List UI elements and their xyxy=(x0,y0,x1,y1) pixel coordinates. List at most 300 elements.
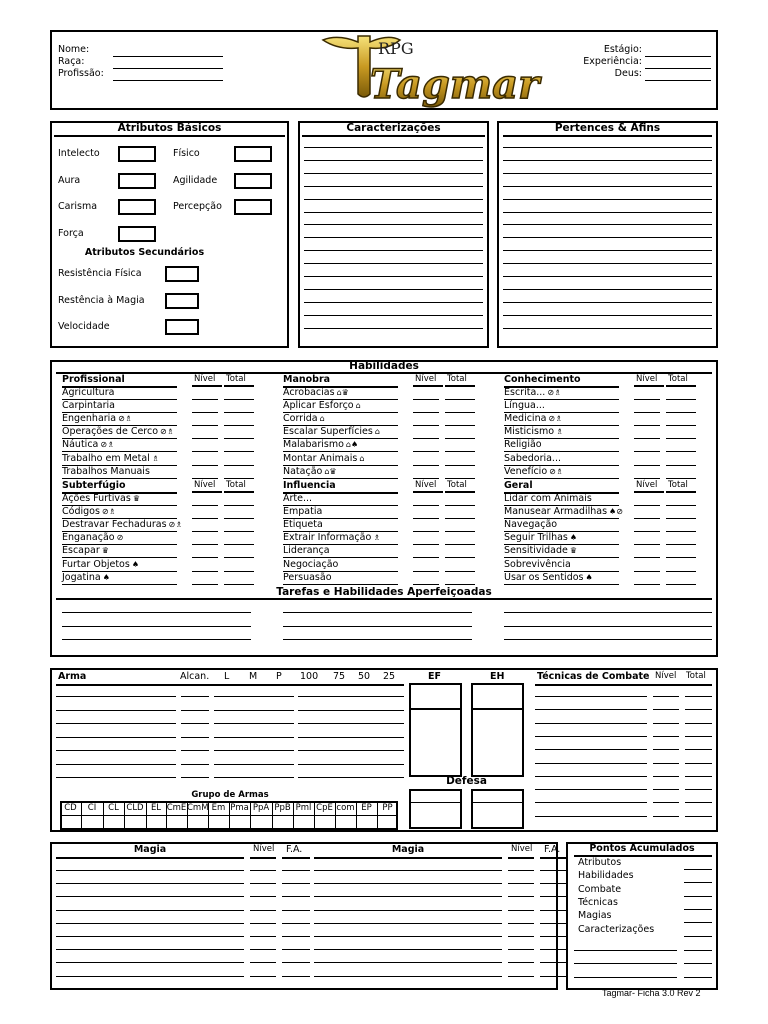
skill-group-underline xyxy=(634,385,664,387)
skill-total-input[interactable] xyxy=(666,531,696,532)
skill-total-input[interactable] xyxy=(445,531,475,532)
magic-level-input[interactable] xyxy=(250,883,276,884)
header-field-input[interactable] xyxy=(645,80,711,81)
skill-level-input[interactable] xyxy=(192,478,218,479)
technique-level-input[interactable] xyxy=(653,749,679,750)
weapon-damage-line[interactable] xyxy=(214,723,294,724)
advanced-skill-line[interactable] xyxy=(283,612,472,613)
technique-line[interactable] xyxy=(535,763,647,764)
weapon-range-line[interactable] xyxy=(181,723,209,724)
magic-fa-input[interactable] xyxy=(540,976,568,977)
technique-total-input[interactable] xyxy=(685,709,712,710)
magic-name-line[interactable] xyxy=(56,949,244,950)
advanced-skill-line[interactable] xyxy=(62,626,251,627)
points-value-input[interactable] xyxy=(684,909,712,910)
skill-total-input[interactable] xyxy=(445,465,475,466)
weapon-group-checkbox[interactable] xyxy=(188,816,207,828)
skill-level-input[interactable] xyxy=(413,425,439,426)
characterization-line[interactable] xyxy=(304,263,483,264)
magic-fa-input[interactable] xyxy=(540,949,568,950)
skill-level-input[interactable] xyxy=(192,399,218,400)
skill-level-input[interactable] xyxy=(413,531,439,532)
technique-total-input[interactable] xyxy=(685,696,712,697)
magic-name-line[interactable] xyxy=(314,883,502,884)
skill-level-input[interactable] xyxy=(192,412,218,413)
skill-level-input[interactable] xyxy=(413,465,439,466)
skill-name-line[interactable] xyxy=(504,478,619,479)
belonging-line[interactable] xyxy=(503,147,712,148)
technique-level-input[interactable] xyxy=(653,736,679,737)
skill-total-input[interactable] xyxy=(224,557,254,558)
points-value-input[interactable] xyxy=(684,896,712,897)
magic-fa-input[interactable] xyxy=(282,962,310,963)
magic-level-input[interactable] xyxy=(508,936,534,937)
skill-total-input[interactable] xyxy=(666,505,696,506)
skill-total-input[interactable] xyxy=(666,557,696,558)
points-value-input[interactable] xyxy=(684,950,712,951)
magic-fa-input[interactable] xyxy=(282,949,310,950)
header-field-input[interactable] xyxy=(113,80,223,81)
attribute-value-box[interactable] xyxy=(234,199,272,215)
skill-level-input[interactable] xyxy=(192,465,218,466)
skill-level-input[interactable] xyxy=(413,557,439,558)
magic-level-input[interactable] xyxy=(250,896,276,897)
skill-name-line[interactable] xyxy=(283,478,398,479)
header-field-input[interactable] xyxy=(645,68,711,69)
technique-level-input[interactable] xyxy=(653,816,679,817)
skill-total-input[interactable] xyxy=(224,544,254,545)
belonging-line[interactable] xyxy=(503,315,712,316)
advanced-skill-line[interactable] xyxy=(504,612,712,613)
technique-line[interactable] xyxy=(535,776,647,777)
skill-item-label: Enganação xyxy=(62,532,115,544)
attribute-value-box[interactable] xyxy=(234,146,272,162)
skill-level-input[interactable] xyxy=(634,465,660,466)
secondary-attribute-box[interactable] xyxy=(165,266,199,282)
weapon-range-line[interactable] xyxy=(181,710,209,711)
technique-total-input[interactable] xyxy=(685,723,712,724)
belonging-line[interactable] xyxy=(503,302,712,303)
weapon-name-line[interactable] xyxy=(56,723,176,724)
weapon-group-checkbox[interactable] xyxy=(209,816,228,828)
skill-level-input[interactable] xyxy=(413,518,439,519)
weapon-damage-line[interactable] xyxy=(214,696,294,697)
attribute-value-box[interactable] xyxy=(234,173,272,189)
skill-level-input[interactable] xyxy=(634,518,660,519)
belonging-line[interactable] xyxy=(503,289,712,290)
belonging-line[interactable] xyxy=(503,199,712,200)
technique-line[interactable] xyxy=(535,802,647,803)
weapon-damage-line[interactable] xyxy=(214,764,294,765)
skill-total-input[interactable] xyxy=(666,451,696,452)
magic-name-line[interactable] xyxy=(314,976,502,977)
skill-total-input[interactable] xyxy=(224,571,254,572)
weapon-group-checkbox[interactable] xyxy=(147,816,165,828)
magic-level-input[interactable] xyxy=(508,870,534,871)
attribute-value-box[interactable] xyxy=(118,146,156,162)
technique-line[interactable] xyxy=(535,696,647,697)
weapon-damage-line[interactable] xyxy=(214,737,294,738)
skill-total-input[interactable] xyxy=(224,425,254,426)
magic-name-line[interactable] xyxy=(56,896,244,897)
weapon-group-checkbox[interactable] xyxy=(336,816,355,828)
magic-name-line[interactable] xyxy=(56,910,244,911)
magic-fa-input[interactable] xyxy=(540,870,568,871)
weapon-group-checkbox[interactable] xyxy=(273,816,292,828)
passive-defense-box[interactable] xyxy=(471,789,524,829)
skill-level-input[interactable] xyxy=(192,544,218,545)
belonging-line[interactable] xyxy=(503,250,712,251)
technique-total-input[interactable] xyxy=(685,802,712,803)
magic-level-input[interactable] xyxy=(508,883,534,884)
skill-total-input[interactable] xyxy=(445,438,475,439)
weapon-group-checkbox[interactable] xyxy=(82,816,102,828)
magic-level-input[interactable] xyxy=(250,949,276,950)
belonging-line[interactable] xyxy=(503,224,712,225)
characterization-line[interactable] xyxy=(304,315,483,316)
header-field-input[interactable] xyxy=(113,68,223,69)
skill-total-input[interactable] xyxy=(666,465,696,466)
secondary-attribute-box[interactable] xyxy=(165,319,199,335)
skill-level-input[interactable] xyxy=(634,557,660,558)
skill-level-input[interactable] xyxy=(413,505,439,506)
skill-total-input[interactable] xyxy=(224,584,254,585)
skill-total-input[interactable] xyxy=(666,412,696,413)
skill-total-input[interactable] xyxy=(224,399,254,400)
skill-total-input[interactable] xyxy=(224,518,254,519)
skill-total-input[interactable] xyxy=(224,531,254,532)
technique-level-input[interactable] xyxy=(653,723,679,724)
skill-total-input[interactable] xyxy=(666,399,696,400)
technique-level-input[interactable] xyxy=(653,776,679,777)
points-extra-line[interactable] xyxy=(574,977,677,978)
eh-box[interactable] xyxy=(471,683,524,777)
magic-name-line[interactable] xyxy=(314,910,502,911)
skill-level-input[interactable] xyxy=(192,505,218,506)
skill-name-line[interactable] xyxy=(504,584,619,585)
magic-fa-input[interactable] xyxy=(540,936,568,937)
skill-total-input[interactable] xyxy=(445,425,475,426)
technique-line[interactable] xyxy=(535,723,647,724)
characterization-line[interactable] xyxy=(304,186,483,187)
skill-total-input[interactable] xyxy=(445,505,475,506)
technique-total-input[interactable] xyxy=(685,776,712,777)
skill-level-input[interactable] xyxy=(634,478,660,479)
skill-total-input[interactable] xyxy=(666,438,696,439)
skill-name-line[interactable] xyxy=(283,584,398,585)
points-value-input[interactable] xyxy=(684,882,712,883)
magic-name-line[interactable] xyxy=(314,949,502,950)
technique-line[interactable] xyxy=(535,709,647,710)
magic-fa-input[interactable] xyxy=(540,910,568,911)
magic-level-input[interactable] xyxy=(250,976,276,977)
points-extra-line[interactable] xyxy=(574,963,677,964)
weapon-group-code: EP xyxy=(361,803,372,813)
characterization-line[interactable] xyxy=(304,147,483,148)
skill-level-input[interactable] xyxy=(634,425,660,426)
belonging-line[interactable] xyxy=(503,263,712,264)
magic-level-input[interactable] xyxy=(508,949,534,950)
technique-total-input[interactable] xyxy=(685,789,712,790)
skill-level-input[interactable] xyxy=(634,544,660,545)
magic-name-line[interactable] xyxy=(56,923,244,924)
points-value-input[interactable] xyxy=(684,963,712,964)
skill-level-input[interactable] xyxy=(634,584,660,585)
magic-name-line[interactable] xyxy=(56,976,244,977)
weapon-column-line[interactable] xyxy=(298,710,404,711)
magic-fa-input[interactable] xyxy=(282,910,310,911)
skill-level-input[interactable] xyxy=(634,571,660,572)
skill-total-input[interactable] xyxy=(445,399,475,400)
magic-name-line[interactable] xyxy=(314,896,502,897)
skill-level-input[interactable] xyxy=(413,571,439,572)
magic-fa-input[interactable] xyxy=(282,923,310,924)
active-defense-box[interactable] xyxy=(409,789,462,829)
magic-fa-input[interactable] xyxy=(540,883,568,884)
attribute-value-box[interactable] xyxy=(118,199,156,215)
header-field-input[interactable] xyxy=(113,56,223,57)
belonging-line[interactable] xyxy=(503,173,712,174)
points-value-input[interactable] xyxy=(684,869,712,870)
weapon-group-checkbox[interactable] xyxy=(104,816,123,828)
weapon-group-checkbox[interactable] xyxy=(61,816,80,828)
skill-total-input[interactable] xyxy=(224,451,254,452)
technique-level-input[interactable] xyxy=(653,763,679,764)
skill-level-input[interactable] xyxy=(192,518,218,519)
weapon-range-line[interactable] xyxy=(181,696,209,697)
belonging-line[interactable] xyxy=(503,328,712,329)
characterization-line[interactable] xyxy=(304,302,483,303)
skill-level-input[interactable] xyxy=(413,438,439,439)
skill-level-input[interactable] xyxy=(634,412,660,413)
skill-total-input[interactable] xyxy=(445,478,475,479)
skill-level-input[interactable] xyxy=(413,584,439,585)
magic-level-input[interactable] xyxy=(508,976,534,977)
skill-total-input[interactable] xyxy=(445,451,475,452)
weapon-group-checkbox[interactable] xyxy=(251,816,271,828)
weapon-name-line[interactable] xyxy=(56,696,176,697)
magic-level-input[interactable] xyxy=(508,896,534,897)
magic-level-input[interactable] xyxy=(250,910,276,911)
characterization-line[interactable] xyxy=(304,328,483,329)
weapon-column-line[interactable] xyxy=(298,737,404,738)
weapon-group-checkbox[interactable] xyxy=(378,816,397,828)
ef-label: EF xyxy=(428,671,441,682)
weapon-range-line[interactable] xyxy=(181,777,209,778)
skill-level-input[interactable] xyxy=(192,531,218,532)
weapon-name-line[interactable] xyxy=(56,737,176,738)
skill-level-input[interactable] xyxy=(413,412,439,413)
points-extra-line[interactable] xyxy=(574,950,677,951)
technique-level-input[interactable] xyxy=(653,802,679,803)
advanced-skill-line[interactable] xyxy=(62,612,251,613)
attribute-value-box[interactable] xyxy=(118,226,156,242)
weapon-name-line[interactable] xyxy=(56,777,176,778)
technique-total-input[interactable] xyxy=(685,749,712,750)
skill-total-input[interactable] xyxy=(445,412,475,413)
skill-level-input[interactable] xyxy=(634,505,660,506)
skill-item xyxy=(504,439,542,450)
magic-name-line[interactable] xyxy=(56,883,244,884)
skill-item-label: Religião xyxy=(504,439,542,451)
magic-fa-input[interactable] xyxy=(282,936,310,937)
range-header: 50 xyxy=(358,671,371,682)
skill-level-input[interactable] xyxy=(413,451,439,452)
skill-level-input[interactable] xyxy=(192,557,218,558)
attribute-value-box[interactable] xyxy=(118,173,156,189)
skill-total-input[interactable] xyxy=(666,478,696,479)
magic-level-input[interactable] xyxy=(250,870,276,871)
magic-level-input[interactable] xyxy=(250,923,276,924)
weapon-name-line[interactable] xyxy=(56,764,176,765)
weapon-column-line[interactable] xyxy=(298,777,404,778)
weapon-column-line[interactable] xyxy=(298,723,404,724)
magic-level-input[interactable] xyxy=(508,923,534,924)
weapon-damage-line[interactable] xyxy=(214,710,294,711)
points-value-input[interactable] xyxy=(684,922,712,923)
skill-total-input[interactable] xyxy=(445,557,475,558)
weapon-name-line[interactable] xyxy=(56,750,176,751)
skill-level-input[interactable] xyxy=(634,451,660,452)
magic-name-line[interactable] xyxy=(56,870,244,871)
skill-total-input[interactable] xyxy=(666,544,696,545)
skill-level-header: Nível xyxy=(194,480,216,490)
magic-name-line[interactable] xyxy=(314,936,502,937)
magic-name-line[interactable] xyxy=(56,962,244,963)
characterization-line[interactable] xyxy=(304,250,483,251)
skill-total-input[interactable] xyxy=(666,425,696,426)
advanced-skill-line[interactable] xyxy=(504,639,712,640)
technique-line[interactable] xyxy=(535,816,647,817)
advanced-skill-line[interactable] xyxy=(283,626,472,627)
skill-name-line[interactable] xyxy=(62,584,177,585)
skill-level-input[interactable] xyxy=(192,571,218,572)
skill-level-input[interactable] xyxy=(192,451,218,452)
skill-item xyxy=(62,387,114,398)
characterization-line[interactable] xyxy=(304,289,483,290)
magic-level-input[interactable] xyxy=(508,910,534,911)
magic-fa-input[interactable] xyxy=(282,883,310,884)
points-value-input[interactable] xyxy=(684,977,712,978)
weapon-damage-line[interactable] xyxy=(214,750,294,751)
characterization-line[interactable] xyxy=(304,173,483,174)
skill-level-input[interactable] xyxy=(413,544,439,545)
characterization-line[interactable] xyxy=(304,237,483,238)
technique-level-input[interactable] xyxy=(653,696,679,697)
skill-level-input[interactable] xyxy=(192,584,218,585)
advanced-skill-line[interactable] xyxy=(283,639,472,640)
skill-item-label: Sobrevivência xyxy=(504,558,571,570)
skill-total-input[interactable] xyxy=(224,478,254,479)
skill-total-input[interactable] xyxy=(224,505,254,506)
weapon-range-line[interactable] xyxy=(181,737,209,738)
magic-fa-input[interactable] xyxy=(540,962,568,963)
magic-name-line[interactable] xyxy=(314,923,502,924)
weapon-column-line[interactable] xyxy=(298,750,404,751)
characterization-line[interactable] xyxy=(304,276,483,277)
points-value-input[interactable] xyxy=(684,936,712,937)
skill-level-input[interactable] xyxy=(634,531,660,532)
header-field-input[interactable] xyxy=(645,56,711,57)
magic-level-input[interactable] xyxy=(508,962,534,963)
skill-total-input[interactable] xyxy=(445,584,475,585)
technique-level-input[interactable] xyxy=(653,709,679,710)
technique-line[interactable] xyxy=(535,749,647,750)
skill-total-input[interactable] xyxy=(224,412,254,413)
technique-total-input[interactable] xyxy=(685,763,712,764)
technique-level-input[interactable] xyxy=(653,789,679,790)
magic-fa-input[interactable] xyxy=(282,870,310,871)
characterization-line[interactable] xyxy=(304,212,483,213)
magic-level-input[interactable] xyxy=(250,962,276,963)
technique-total-input[interactable] xyxy=(685,816,712,817)
skill-level-input[interactable] xyxy=(192,425,218,426)
belonging-line[interactable] xyxy=(503,237,712,238)
weapon-group-checkbox[interactable] xyxy=(357,816,376,828)
belonging-line[interactable] xyxy=(503,276,712,277)
belonging-line[interactable] xyxy=(503,186,712,187)
magic-name-line[interactable] xyxy=(56,936,244,937)
weapon-group-checkbox[interactable] xyxy=(315,816,334,828)
technique-total-input[interactable] xyxy=(685,736,712,737)
weapon-column-line[interactable] xyxy=(298,696,404,697)
weapon-column-line[interactable] xyxy=(298,764,404,765)
skill-item-label: Furtar Objetos xyxy=(62,558,130,570)
weapon-group-checkbox[interactable] xyxy=(230,816,249,828)
weapon-group-checkbox[interactable] xyxy=(125,816,145,828)
magic-name-line[interactable] xyxy=(314,870,502,871)
magic-level-input[interactable] xyxy=(250,936,276,937)
skill-total-input[interactable] xyxy=(666,584,696,585)
characterization-line[interactable] xyxy=(304,160,483,161)
magic-fa-input[interactable] xyxy=(282,896,310,897)
belonging-line[interactable] xyxy=(503,212,712,213)
magic-fa-input[interactable] xyxy=(540,896,568,897)
skill-total-input[interactable] xyxy=(445,518,475,519)
weapon-group-checkbox[interactable] xyxy=(294,816,313,828)
secondary-attribute-box[interactable] xyxy=(165,293,199,309)
technique-line[interactable] xyxy=(535,736,647,737)
advanced-skill-line[interactable] xyxy=(504,626,712,627)
skill-total-input[interactable] xyxy=(445,544,475,545)
skill-level-input[interactable] xyxy=(413,478,439,479)
weapon-group-checkbox[interactable] xyxy=(167,816,186,828)
skill-total-input[interactable] xyxy=(666,571,696,572)
magic-fa-input[interactable] xyxy=(540,923,568,924)
characterization-line[interactable] xyxy=(304,224,483,225)
magic-fa-input[interactable] xyxy=(282,976,310,977)
technique-line[interactable] xyxy=(535,789,647,790)
skill-total-input[interactable] xyxy=(224,438,254,439)
skill-level-input[interactable] xyxy=(413,399,439,400)
weapon-name-line[interactable] xyxy=(56,710,176,711)
advanced-skill-line[interactable] xyxy=(62,639,251,640)
weapon-damage-line[interactable] xyxy=(214,777,294,778)
skill-level-input[interactable] xyxy=(634,438,660,439)
belonging-line[interactable] xyxy=(503,160,712,161)
skill-total-input[interactable] xyxy=(445,571,475,572)
magic-name-line[interactable] xyxy=(314,962,502,963)
characterization-line[interactable] xyxy=(304,199,483,200)
skill-total-input[interactable] xyxy=(666,518,696,519)
weapon-range-line[interactable] xyxy=(181,764,209,765)
skill-name-line[interactable] xyxy=(62,478,177,479)
skill-total-input[interactable] xyxy=(224,465,254,466)
ef-box[interactable] xyxy=(409,683,462,777)
weapon-range-line[interactable] xyxy=(181,750,209,751)
skill-level-input[interactable] xyxy=(192,438,218,439)
skill-level-input[interactable] xyxy=(634,399,660,400)
